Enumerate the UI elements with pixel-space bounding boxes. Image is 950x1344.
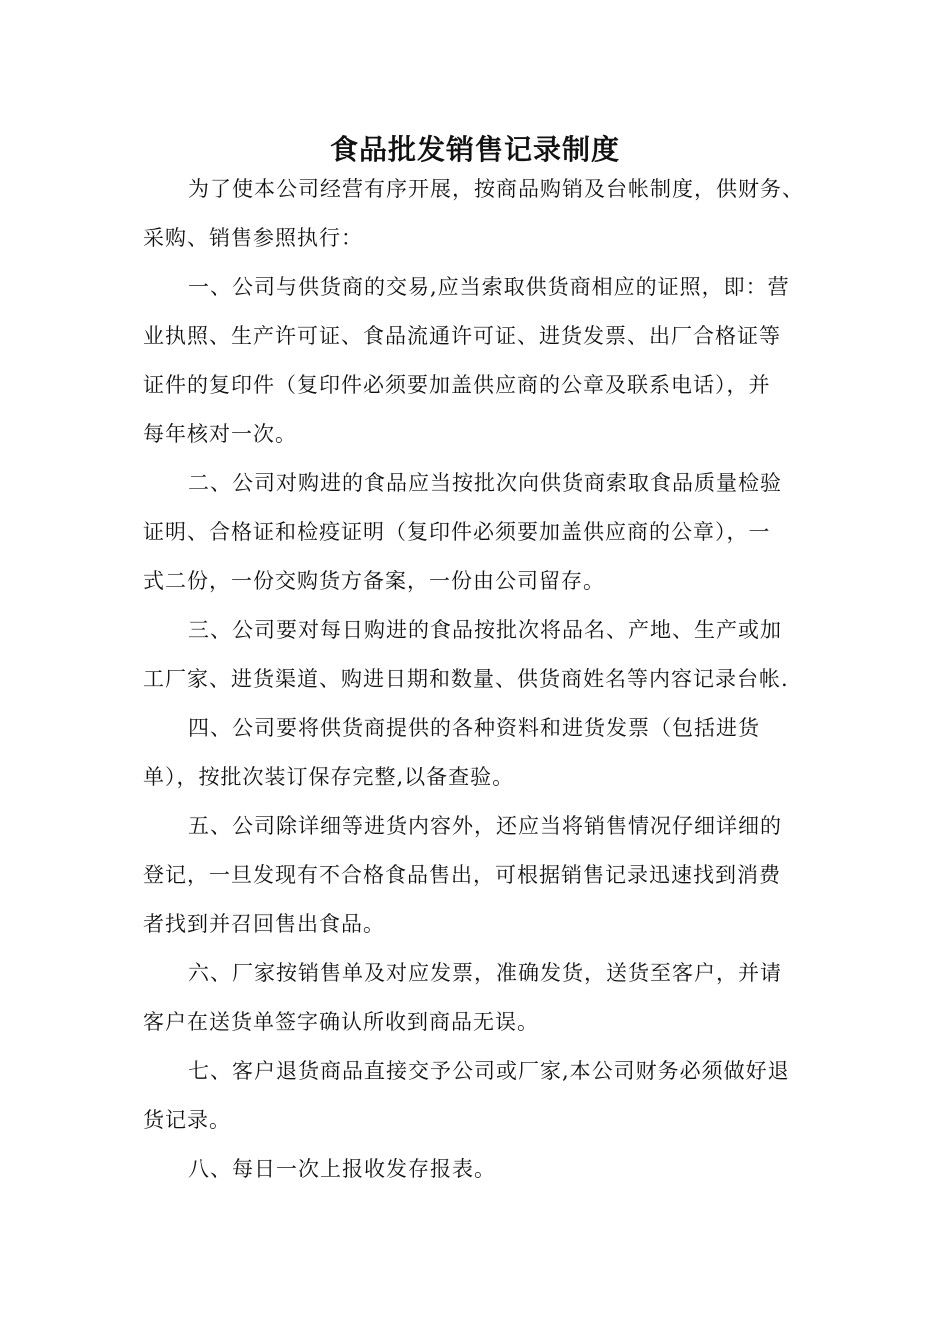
clause-2-line-3: 式二份，一份交购货方备案，一份由公司留存。 [143,569,605,593]
clause-5-line-3: 者找到并召回售出食品。 [143,912,385,936]
clause-7-line-1: 七、客户退货商品直接交予公司或厂家,本公司财务必须做好退 [188,1059,790,1083]
clause-8-line-1: 八、每日一次上报收发存报表。 [188,1157,496,1181]
clause-1-line-2: 业执照、生产许可证、食品流通许可证、进货发票、出厂合格证等 [143,324,781,348]
intro-line-1: 为了使本公司经营有序开展，按商品购销及台帐制度，供财务、 [188,177,804,201]
clause-6-line-1: 六、厂家按销售单及对应发票，准确发货，送货至客户，并请 [188,961,782,985]
clause-2-line-2: 证明、合格证和检疫证明（复印件必须要加盖供应商的公章），一 [143,520,771,544]
intro-line-2: 采购、销售参照执行： [143,226,363,250]
document-title: 食品批发销售记录制度 [329,133,620,166]
clause-3-line-2: 工厂家、进货渠道、购进日期和数量、供货商姓名等内容记录台帐. [143,667,789,691]
clause-4-line-2: 单），按批次装订保存完整,以备查验。 [143,765,515,789]
clause-1-line-3: 证件的复印件（复印件必须要加盖供应商的公章及联系电话），并 [143,373,771,397]
clause-1-line-4: 每年核对一次。 [143,422,297,446]
clause-3-line-1: 三、公司要对每日购进的食品按批次将品名、产地、生产或加 [188,618,782,642]
clause-5-line-1: 五、公司除详细等进货内容外，还应当将销售情况仔细详细的 [188,814,782,838]
clause-1-line-1: 一、公司与供货商的交易,应当索取供货商相应的证照，即：营 [188,275,790,299]
clause-4-line-1: 四、公司要将供货商提供的各种资料和进货发票（包括进货 [188,716,760,740]
clause-2-line-1: 二、公司对购进的食品应当按批次向供货商索取食品质量检验 [188,471,782,495]
clause-6-line-2: 客户在送货单签字确认所收到商品无误。 [143,1010,539,1034]
clause-5-line-2: 登记，一旦发现有不合格食品售出，可根据销售记录迅速找到消费 [143,863,781,887]
clause-7-line-2: 货记录。 [143,1108,231,1132]
